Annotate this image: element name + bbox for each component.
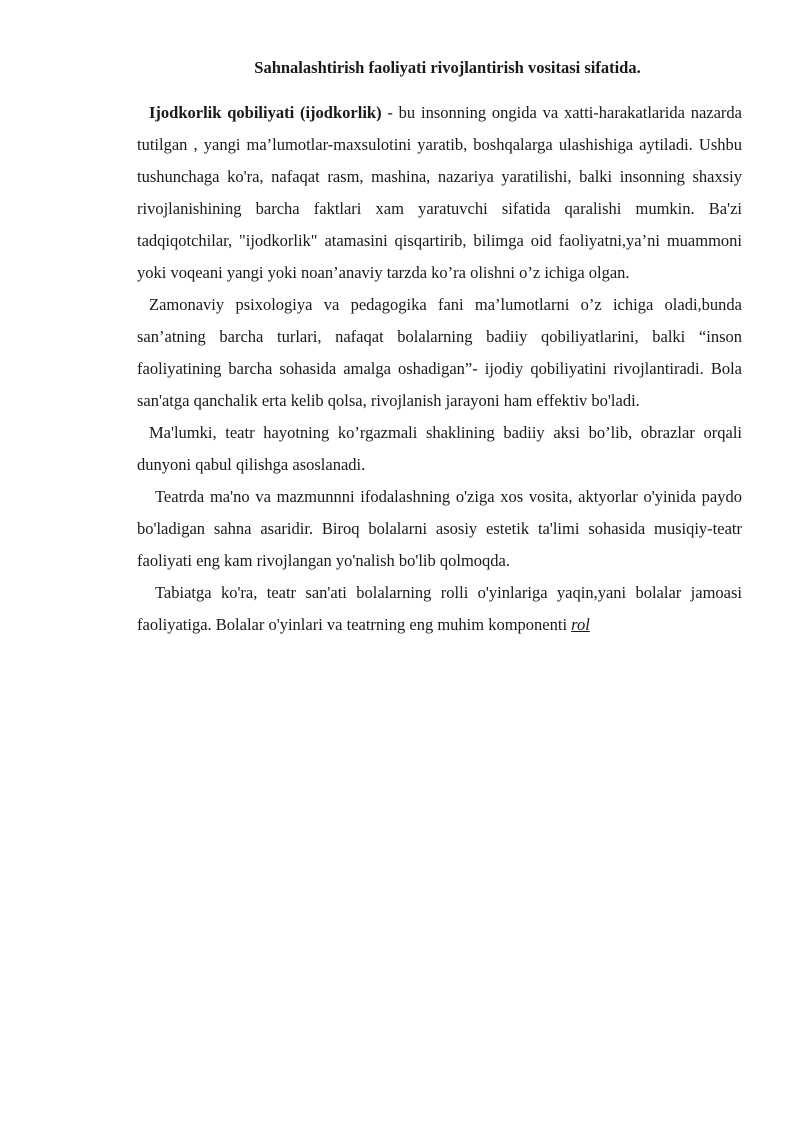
paragraph-theatre-meaning: Teatrda ma'no va mazmunnni ifodalashning o'ziga xos vosita, aktyorlar o'yinida paydo bo'ladigan sahna asaridir. Biroq bolalarni asosiy estetik ta'limi sohasida musiqiy-teatr faoliyati eng kam rivojlangan yo'nalish bo'lib qolmoqda. [137,487,742,570]
bold-term: Ijodkorlik qobiliyati (ijodkorlik) [149,103,382,122]
rol-link[interactable]: rol [571,615,590,634]
paragraph-psychology: Zamonaviy psixologiya va pedagogika fani ma’lumotlarni o’z ichiga oladi,bunda san’atning barcha turlari, nafaqat bolalarning badiiy qobiliyatlarini, balki “inson faoliyatining barcha sohasida amalga oshadigan”- ijodiy qobiliyatini rivojlantiradi. Bola san'atga qanchalik erta kelib qolsa, rivojlanish jarayoni ham effektiv bo'ladi. [137,295,742,410]
document-title: Sahnalashtirish faoliyati rivojlantirish vositasi sifatida. [254,58,641,77]
paragraph-text: Tabiatga ko'ra, teatr san'ati bolalarning rolli o'yinlariga yaqin,yani bolalar jamoasi faoliyatiga. Bolalar o'yinlari va teatrning eng muhim komponenti [137,583,742,634]
document-page [137,55,742,641]
paragraph-creativity [137,97,742,289]
paragraph-theatre-reflection: Ma'lumki, teatr hayotning ko’rgazmali shaklining badiiy aksi bo’lib, obrazlar orqali dunyoni qabul qilishga asoslanadi. [137,423,742,474]
paragraph-text: - bu insonning ongida va xatti-harakatlarida nazarda tutilgan , yangi ma’lumotlar-maxsulotini yaratib, boshqalarga ulashishiga aytiladi. Ushbu tushunchaga ko'ra, nafaqat rasm, mashina, nazariya yaratilishi, balki insonning shaxsiy rivojlanishining barcha faktlari xam yaratuvchi sifatida qaralishi mumkin. Ba'zi tadqiqotchilar, "ijodkorlik" atamasini qisqartirib, bilimga oid faoliyatni,ya’ni muammoni yoki voqeani yangi yoki noan’anaviy tarzda ko’ra olishni o’z ichiga olgan. [137,103,742,282]
paragraph-nature [137,577,742,641]
